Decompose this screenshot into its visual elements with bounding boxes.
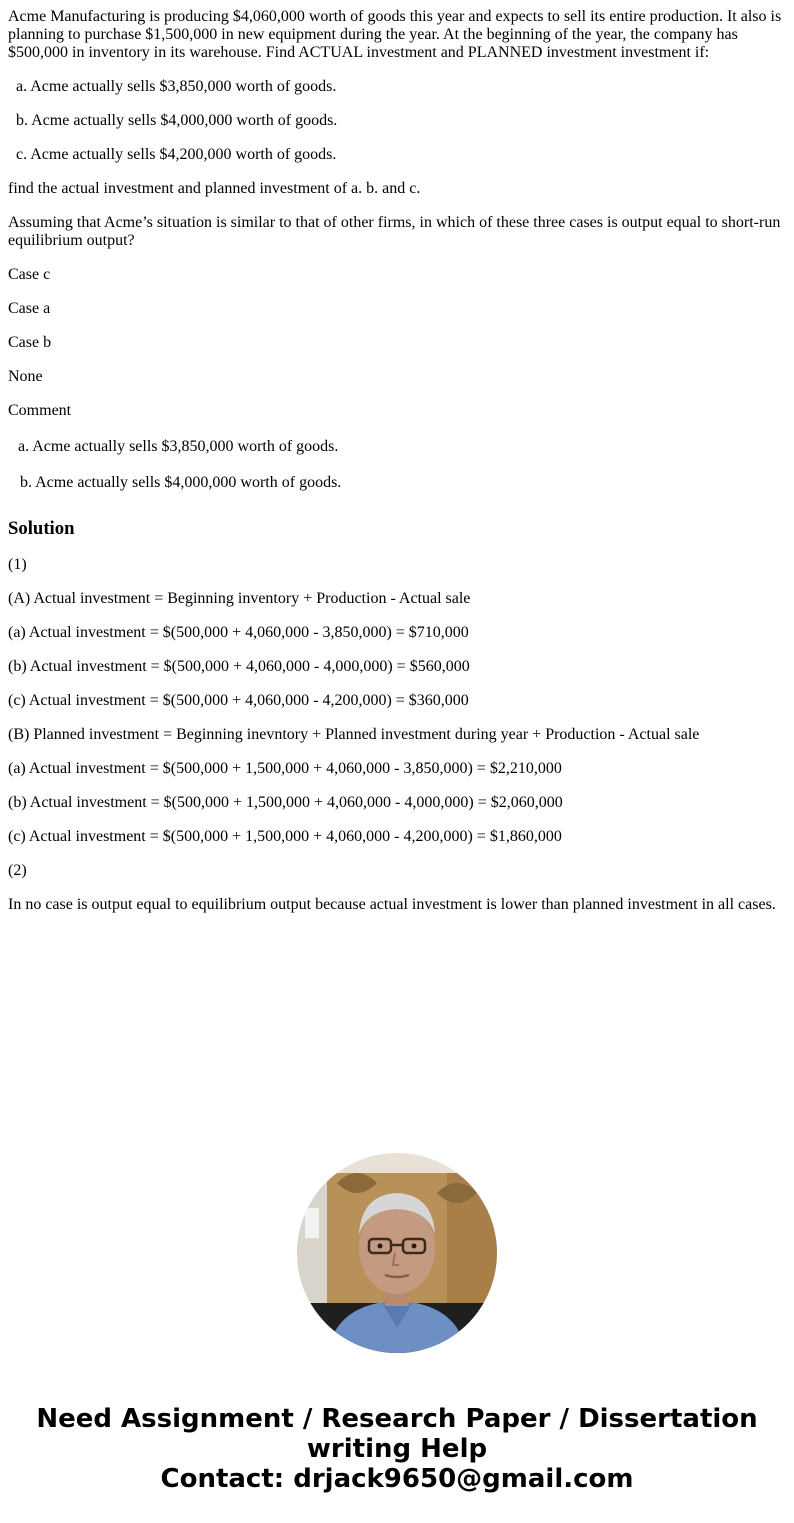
question-find-line: find the actual investment and planned investment of a. b. and c. <box>8 180 421 197</box>
option-case-b: Case b <box>8 334 52 351</box>
promo-banner <box>0 1404 794 1494</box>
comment-case-a: a. Acme actually sells $3,850,000 worth of goods. <box>18 438 339 455</box>
document-body <box>8 8 786 930</box>
option-case-c: Case c <box>8 266 51 283</box>
planned-investment-formula: (B) Planned investment = Beginning inevntory + Planned investment during year + Production - Actual sale <box>8 726 700 743</box>
solution-part2-label: (2) <box>8 862 27 879</box>
comment-case-b: b. Acme actually sells $4,000,000 worth of goods. <box>20 474 342 491</box>
promo-line-1: Need Assignment / Research Paper / Dissertation <box>36 1404 758 1434</box>
actual-investment-c: (c) Actual investment = $(500,000 + 4,060,000 - 4,200,000) = $360,000 <box>8 692 469 709</box>
actual-investment-a: (a) Actual investment = $(500,000 + 4,060,000 - 3,850,000) = $710,000 <box>8 624 469 641</box>
planned-investment-c: (c) Actual investment = $(500,000 + 1,500,000 + 4,060,000 - 4,200,000) = $1,860,000 <box>8 828 562 845</box>
planned-investment-a: (a) Actual investment = $(500,000 + 1,500,000 + 4,060,000 - 3,850,000) = $2,210,000 <box>8 760 562 777</box>
solution-part1-label: (1) <box>8 556 27 573</box>
avatar-portrait <box>297 1153 497 1353</box>
actual-investment-formula: (A) Actual investment = Beginning inventory + Production - Actual sale <box>8 590 471 607</box>
solution-conclusion: In no case is output equal to equilibrium output because actual investment is lower than planned investment in all cases. <box>8 896 776 913</box>
promo-contact: Contact: drjack9650@gmail.com <box>160 1464 634 1494</box>
question-case-c: c. Acme actually sells $4,200,000 worth of goods. <box>16 146 337 163</box>
question-case-b: b. Acme actually sells $4,000,000 worth of goods. <box>16 112 338 129</box>
planned-investment-b: (b) Actual investment = $(500,000 + 1,500,000 + 4,060,000 - 4,000,000) = $2,060,000 <box>8 794 563 811</box>
option-none: None <box>8 368 43 385</box>
comment-label: Comment <box>8 402 72 419</box>
question-case-a: a. Acme actually sells $3,850,000 worth of goods. <box>16 78 337 95</box>
question-assumption: Assuming that Acme’s situation is similar to that of other firms, in which of these three cases is output equal to short-run equilibrium output? <box>8 214 781 249</box>
actual-investment-b: (b) Actual investment = $(500,000 + 4,060,000 - 4,000,000) = $560,000 <box>8 658 470 675</box>
solution-heading: Solution <box>8 518 75 539</box>
promo-line-2: writing Help <box>306 1434 488 1464</box>
option-case-a: Case a <box>8 300 51 317</box>
avatar <box>297 1153 497 1353</box>
question-intro: Acme Manufacturing is producing $4,060,000 worth of goods this year and expects to sell its entire production. It also is planning to purchase $1,500,000 in new equipment during the year. At the beginning of the year, the company has $500,000 in inventory in its warehouse. Find ACTUAL investment and PLANNED investment investment if: <box>8 8 782 61</box>
